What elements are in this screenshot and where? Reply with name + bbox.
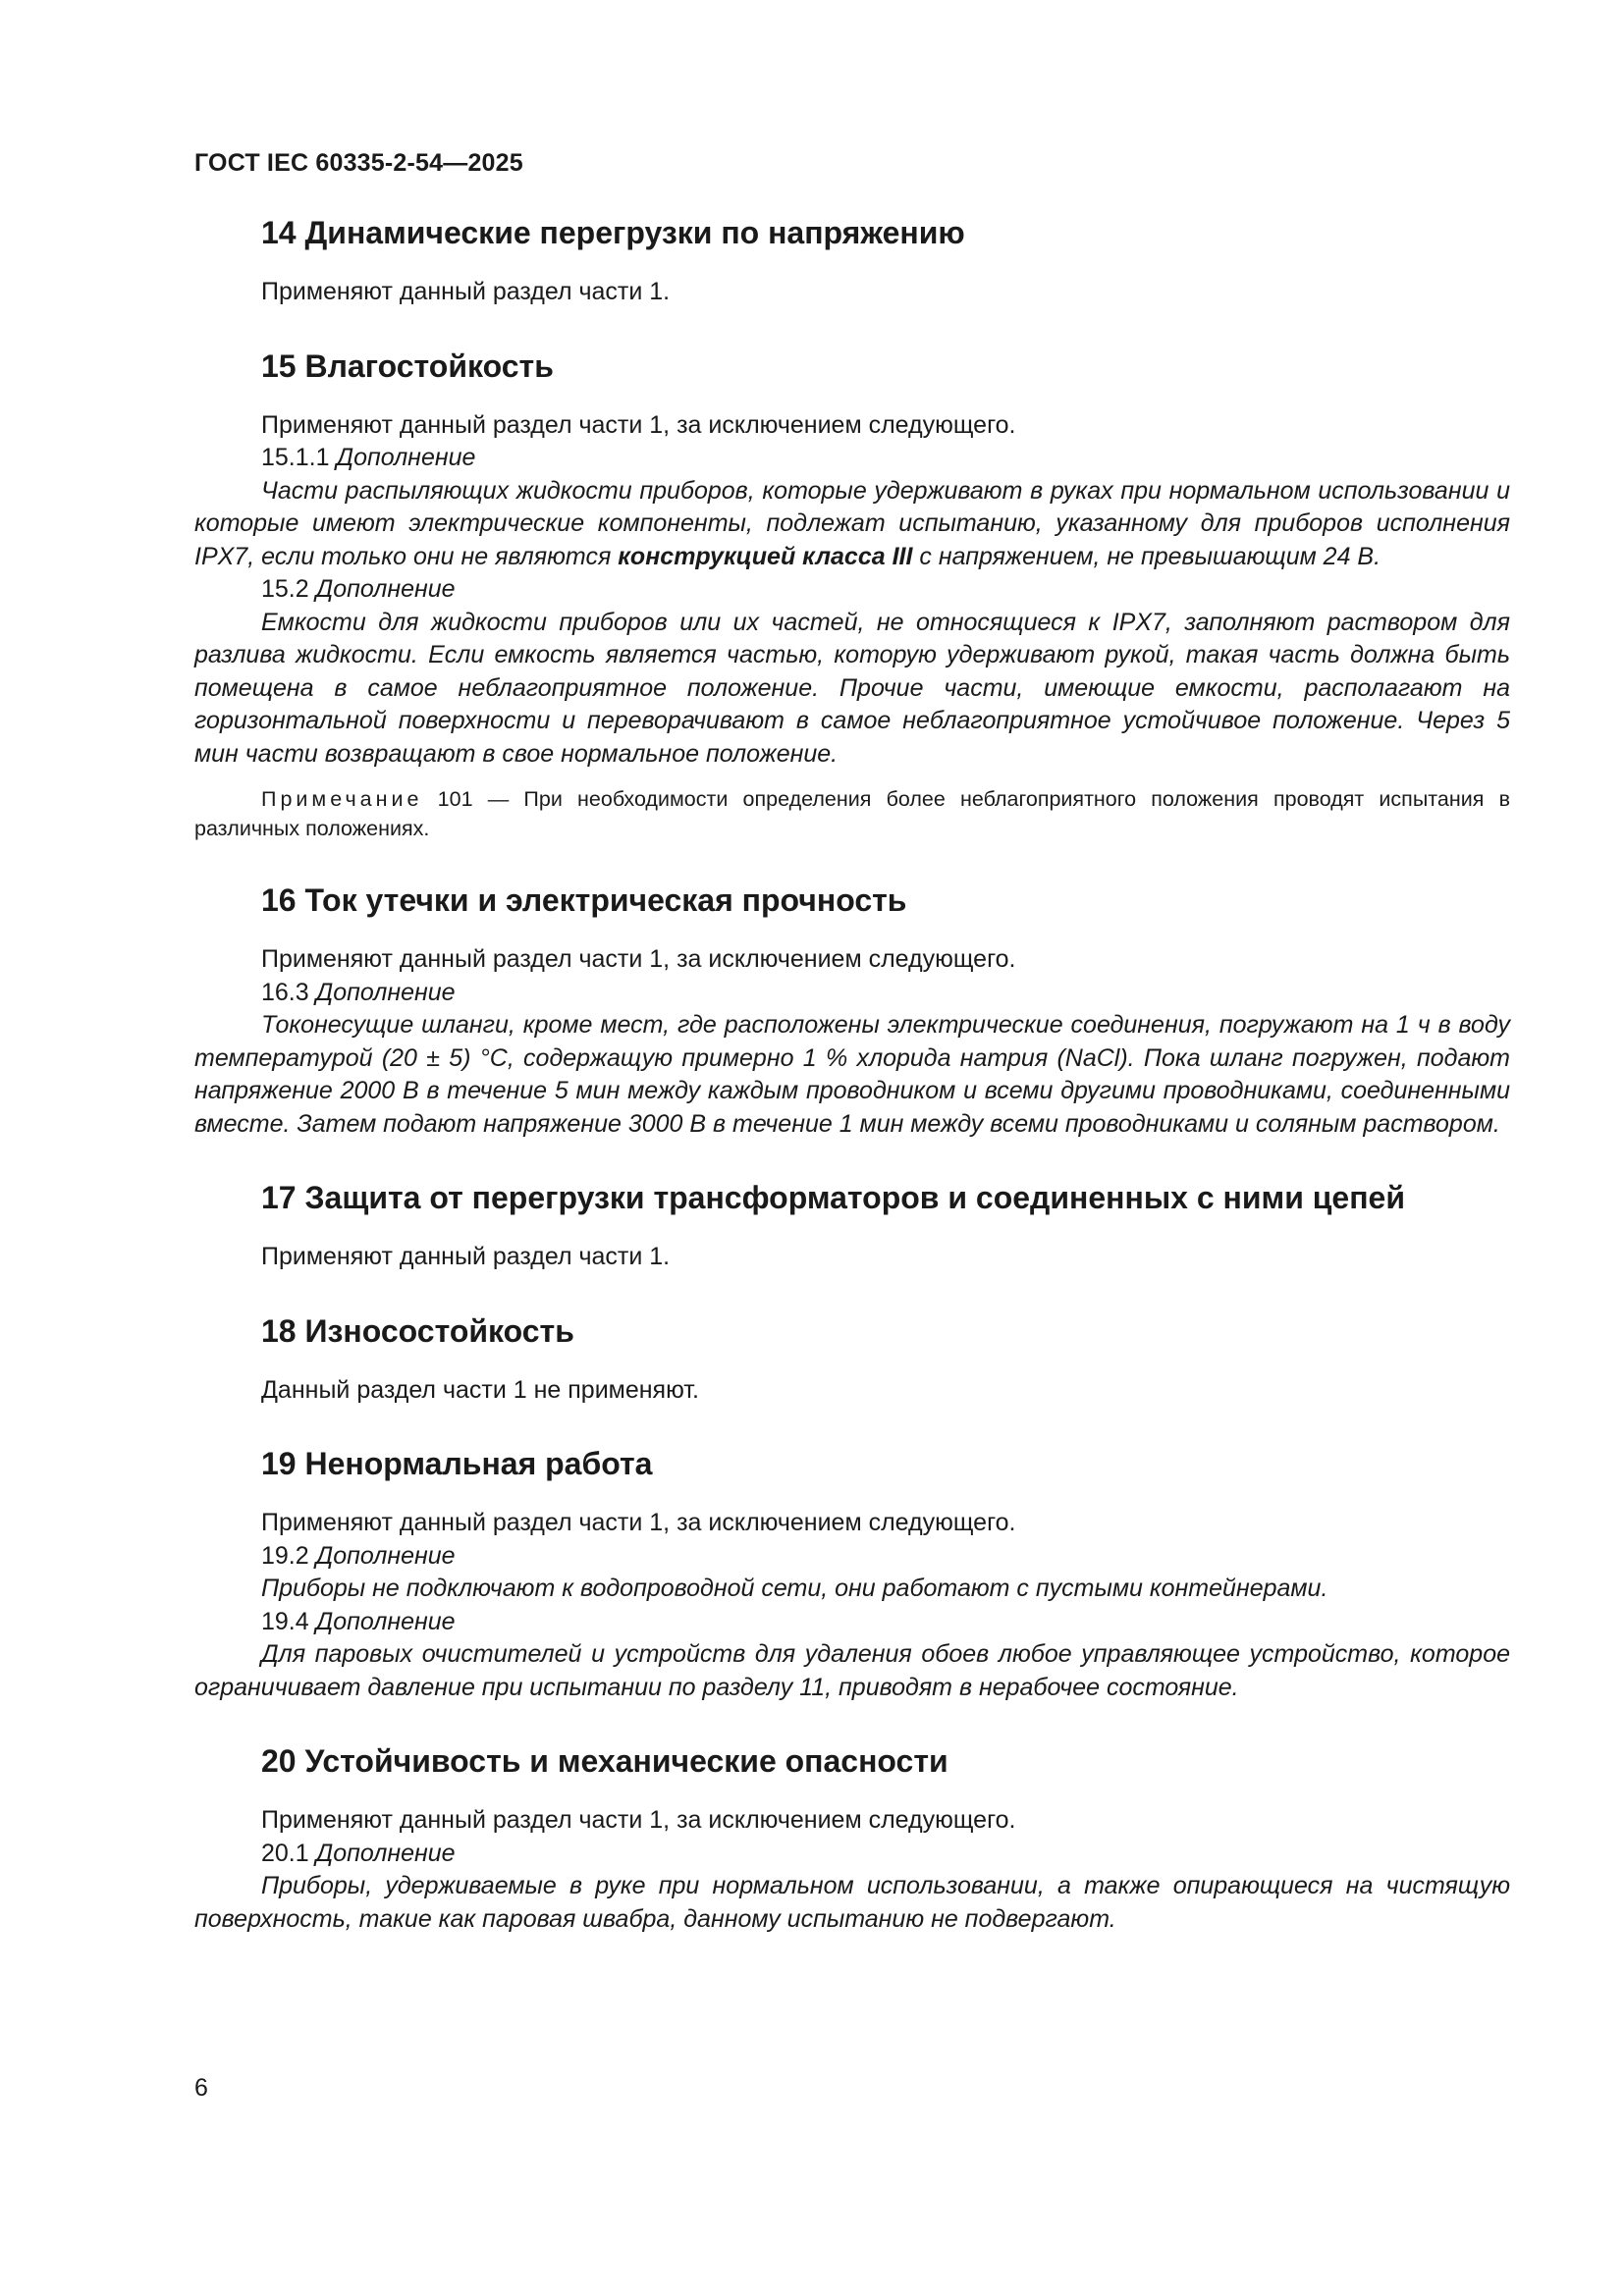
clause-type: Дополнение [315, 1607, 456, 1635]
clause-text: Для паровых очистителей и устройств для удаления обоев любое управляющее устройство, которое ограничивает давление при испытании по разделу 11, приводят в нерабочее состояние. [194, 1640, 1510, 1701]
note-label: Примечание [261, 787, 423, 811]
clause-type: Дополнение [315, 1839, 456, 1867]
section-intro: Применяют данный раздел части 1, за исключением следующего. [261, 945, 1016, 973]
clause-number: 16.3 [261, 978, 309, 1006]
clause-text: Приборы, удерживаемые в руке при нормальном использовании, а также опирающиеся на чистящую поверхность, такие как паровая швабра, данному испытанию не подвергают. [194, 1872, 1510, 1933]
section-title: 17 Защита от перегрузки трансформаторов и соединенных с ними цепей [261, 1180, 1406, 1215]
clause-label [261, 1540, 1510, 1574]
clause-number: 19.4 [261, 1607, 309, 1635]
note-text: 101 — При необходимости определения более неблагоприятного положения проводят испытания в различных положениях. [194, 787, 1510, 840]
page-number: 6 [194, 2074, 208, 2102]
clause-label [261, 573, 1510, 607]
section-title: 18 Износостойкость [261, 1312, 574, 1349]
section-title: 14 Динамические перегрузки по напряжению [261, 215, 965, 250]
section-intro: Применяют данный раздел части 1, за исключением следующего. [261, 1806, 1016, 1834]
section-text: Применяют данный раздел части 1. [261, 1243, 671, 1270]
section-15 [194, 347, 1510, 844]
section-text: Применяют данный раздел части 1. [261, 278, 671, 305]
clause-type: Дополнение [315, 978, 456, 1006]
section-17 [194, 1178, 1510, 1274]
section-14 [194, 213, 1510, 309]
section-intro: Применяют данный раздел части 1, за исключением следующего. [261, 1509, 1016, 1536]
section-20 [194, 1741, 1510, 1936]
clause-type: Дополнение [315, 575, 456, 603]
clause-type: Дополнение [315, 1541, 456, 1570]
section-19 [194, 1444, 1510, 1704]
section-title: 15 Влагостойкость [261, 347, 554, 384]
clause-text-a: Части распыляющих жидкости приборов, которые удерживают в руках при нормальном использовании и которые имеют электрические компоненты, подлежат испытанию, указанному для приборов исполнения IPX7, если только они не являются [194, 476, 1510, 570]
clause-text: Приборы не подключают к водопроводной сети, они работают с пустыми контейнерами. [261, 1575, 1328, 1602]
note [194, 784, 1510, 843]
clause-number: 15.1.1 [261, 444, 330, 471]
clause-text [194, 475, 1510, 574]
clause-type: Дополнение [336, 444, 476, 471]
clause-label [261, 1606, 1510, 1639]
defined-term: конструкцией класса III [618, 542, 913, 570]
clause-text: Токонесущие шланги, кроме мест, где расположены электрические соединения, погружают на 1 ч в воду температурой (20 ± 5) °C, содержащую примерно 1 % хлорида натрия (NaCl). Пока шланг погружен, подают напряжение 2000 В в течение 5 мин между каждым проводником и всеми другими проводниками, соединенными вместе. Затем подают напряжение 3000 В в течение 1 мин между всеми проводниками и соляным раствором. [194, 1011, 1510, 1138]
clause-label [261, 442, 1510, 475]
clause-number: 20.1 [261, 1839, 309, 1867]
clause-number: 15.2 [261, 575, 309, 603]
section-text: Данный раздел части 1 не применяют. [261, 1375, 699, 1404]
clause-text-b: с напряжением, не превышающим 24 В. [912, 542, 1381, 570]
section-18 [194, 1311, 1510, 1408]
clause-label [261, 977, 1510, 1010]
document-header: ГОСТ IEC 60335-2-54—2025 [194, 149, 523, 177]
clause-label [261, 1838, 1510, 1871]
clause-text: Емкости для жидкости приборов или их частей, не относящиеся к IPX7, заполняют раствором для разлива жидкости. Если емкость является частью, которую удерживают рукой, такая часть должна быть помещена в самое неблагоприятное положение. Прочие части, имеющие емкости, располагают на горизонтальной поверхности и переворачивают в самое неблагоприятное устойчивое положение. Через 5 мин части возвращают в свое нормальное положение. [194, 608, 1510, 768]
section-title: 19 Ненормальная работа [261, 1446, 653, 1481]
section-title: 20 Устойчивость и механические опасности [261, 1743, 948, 1779]
section-title: 16 Ток утечки и электрическая прочность [261, 882, 907, 918]
section-16 [194, 881, 1510, 1141]
section-intro: Применяют данный раздел части 1, за исключением следующего. [261, 410, 1016, 439]
document-page [194, 149, 1510, 1973]
clause-number: 19.2 [261, 1541, 309, 1570]
